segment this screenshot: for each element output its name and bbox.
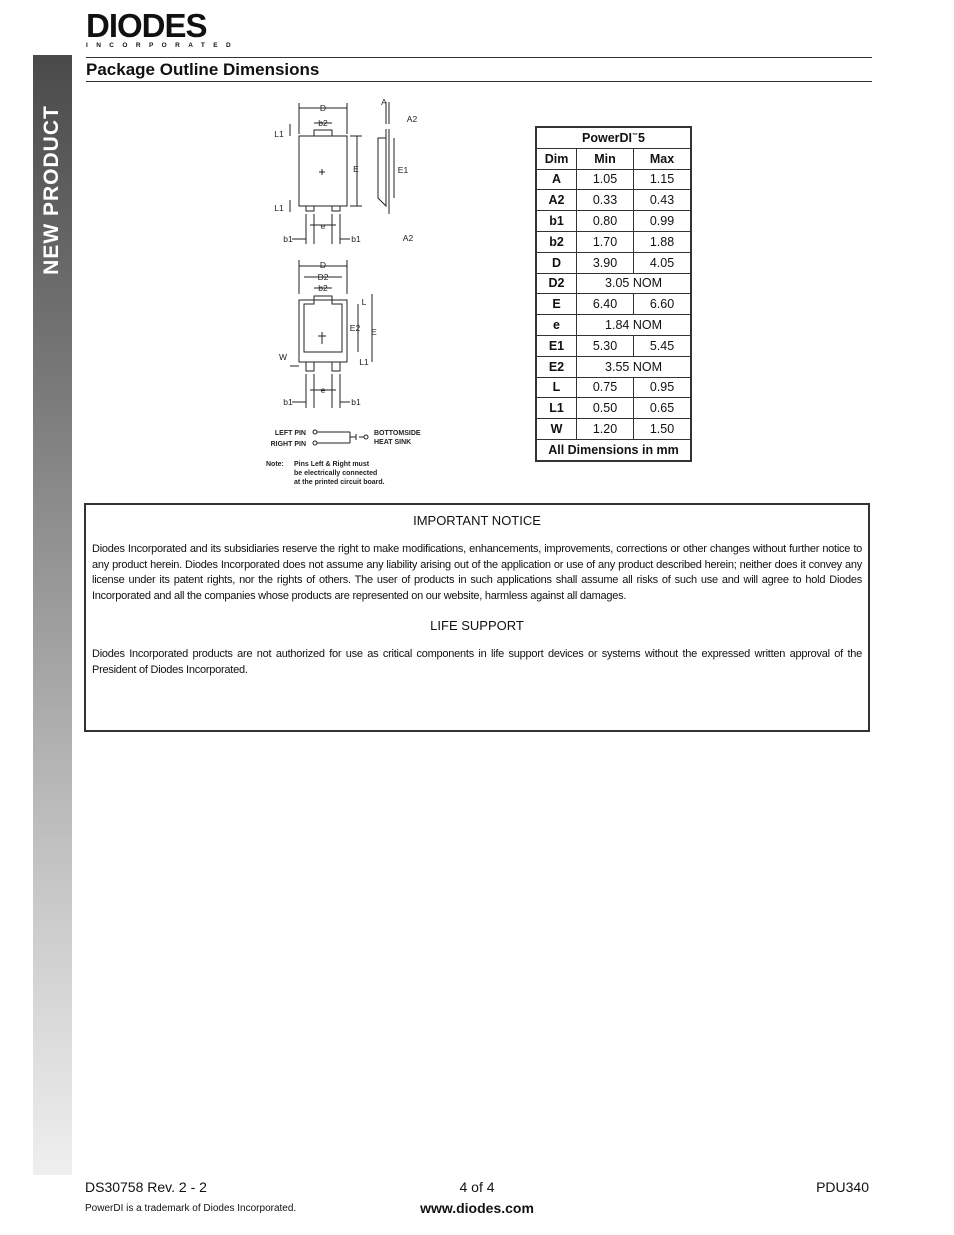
label-b1-left: b1 [283, 234, 293, 244]
label-D: D [319, 103, 327, 113]
dim-cell: A2 [536, 190, 577, 211]
label-E: E [353, 164, 359, 174]
max-cell: 1.15 [634, 169, 692, 190]
left-pin-node [313, 430, 317, 434]
note-line-2: be electrically connected [294, 470, 378, 477]
dim-cell: E2 [536, 356, 577, 377]
nom-cell: 3.05 NOM [577, 273, 692, 294]
right-pin [332, 206, 340, 211]
note-label: Note: [266, 461, 284, 468]
bottom-right-pin [332, 362, 340, 371]
side-view-body [378, 138, 386, 206]
header-max: Max [634, 148, 692, 169]
page-number: 4 of 4 [459, 1179, 495, 1195]
logo-wordmark: DIODES [86, 7, 207, 44]
table-row [536, 398, 691, 419]
right-pin-label: RIGHT PIN [270, 441, 306, 448]
table-footer-row [536, 439, 691, 460]
min-cell: 0.80 [577, 211, 634, 232]
table-row [536, 231, 691, 252]
notice-text: Diodes Incorporated and its subsidiaries reserve the right to make modifications, enhancements, improvements, corrections or other changes without further notice to any product herein. Diodes Incorporated does not assume any liability arising out of the application or use of any product described herein; neither does it convey any license under its patent rights, nor the rights of others. The user of products in such applications shall assume all risks of such use and will agree to hold Diodes Incorporated and all the companies whose products are represented on our website, harmless against all damages. [92, 543, 862, 602]
dim-cell: W [536, 419, 577, 440]
header-rule-bottom [86, 81, 872, 82]
table-row [536, 252, 691, 273]
diodes-logo [86, 8, 246, 53]
bottom-view-body [299, 300, 347, 362]
note-line-1: Pins Left & Right must [294, 461, 370, 468]
trademark-note: PowerDI is a trademark of Diodes Incorporated. [85, 1203, 297, 1214]
min-cell: 3.90 [577, 252, 634, 273]
label-b1-right: b1 [351, 234, 361, 244]
label-E-bottom: E [371, 327, 377, 337]
label-A2-bottom: A2 [402, 233, 414, 243]
notice-heading: IMPORTANT NOTICE [413, 513, 541, 528]
dim-cell: E1 [536, 335, 577, 356]
min-cell: 0.75 [577, 377, 634, 398]
label-L1-bottom: L1 [359, 357, 369, 367]
label-b1-bottom-left: b1 [283, 397, 293, 407]
max-cell: 0.43 [634, 190, 692, 211]
part-number: PDU340 [816, 1179, 869, 1195]
doc-number: DS30758 Rev. 2 - 2 [85, 1179, 207, 1195]
table-row [536, 377, 691, 398]
nom-cell: 1.84 NOM [577, 315, 692, 336]
label-L1-mid: L1 [274, 203, 284, 213]
label-E1: E1 [397, 165, 409, 175]
max-cell: 0.99 [634, 211, 692, 232]
dim-cell: b1 [536, 211, 577, 232]
dim-cell: D2 [536, 273, 577, 294]
min-cell: 5.30 [577, 335, 634, 356]
important-notice-box [84, 503, 870, 732]
right-pin-node [313, 441, 317, 445]
dim-cell: D [536, 252, 577, 273]
table-header-row [536, 148, 691, 169]
table-row [536, 356, 691, 377]
life-support-text: Diodes Incorporated products are not authorized for use as critical components in life support devices or systems without the expressed written approval of the President of Diodes Incorporated. [92, 648, 862, 676]
max-cell: 1.88 [634, 231, 692, 252]
min-cell: 1.70 [577, 231, 634, 252]
label-W: W [278, 352, 288, 362]
min-cell: 0.33 [577, 190, 634, 211]
label-A: A [381, 97, 387, 107]
max-cell: 0.95 [634, 377, 692, 398]
header-dim: Dim [536, 148, 577, 169]
table-title [536, 127, 691, 148]
label-E2: E2 [349, 323, 361, 333]
heat-sink-label-2: HEAT SINK [374, 439, 412, 446]
dim-cell: L [536, 377, 577, 398]
heat-sink-label-1: BOTTOMSIDE [374, 430, 421, 437]
top-view-body [299, 136, 347, 206]
table-title-text: PowerDI [582, 130, 633, 145]
label-D2: D2 [317, 272, 329, 282]
table-title-tm: ™ [632, 132, 639, 139]
min-cell: 6.40 [577, 294, 634, 315]
table-row [536, 335, 691, 356]
life-support-heading: LIFE SUPPORT [430, 618, 524, 634]
max-cell: 1.50 [634, 419, 692, 440]
max-cell: 6.60 [634, 294, 692, 315]
top-tab [314, 130, 332, 136]
table-footer: All Dimensions in mm [536, 439, 691, 460]
table-row [536, 169, 691, 190]
label-b2-bottom: b2 [318, 283, 328, 293]
note-line-3: at the printed circuit board. [294, 479, 385, 486]
dimensions-table [535, 126, 692, 462]
table-row [536, 294, 691, 315]
bottom-left-pin [306, 362, 314, 371]
left-pin [306, 206, 314, 211]
dim-cell: e [536, 315, 577, 336]
table-title-suffix: 5 [638, 130, 645, 145]
table-title-row [536, 127, 691, 148]
dim-cell: A [536, 169, 577, 190]
min-cell: 1.05 [577, 169, 634, 190]
max-cell: 4.05 [634, 252, 692, 273]
website-link[interactable]: www.diodes.com [420, 1200, 534, 1216]
logo-subtitle: INCORPORATED [86, 42, 240, 49]
min-cell: 0.50 [577, 398, 634, 419]
table-row [536, 273, 691, 294]
nom-cell: 3.55 NOM [577, 356, 692, 377]
left-pin-label: LEFT PIN [274, 430, 306, 437]
label-D-bottom: D [319, 260, 327, 270]
label-b2: b2 [318, 118, 328, 128]
dim-cell: E [536, 294, 577, 315]
table-row [536, 190, 691, 211]
label-L1-top: L1 [274, 129, 284, 139]
label-L: L [361, 297, 367, 307]
max-cell: 5.45 [634, 335, 692, 356]
label-b1-bottom-right: b1 [351, 397, 361, 407]
label-e: e [320, 221, 326, 231]
label-e-bottom: e [320, 385, 326, 395]
dim-cell: b2 [536, 231, 577, 252]
min-cell: 1.20 [577, 419, 634, 440]
header-rule-top [86, 57, 872, 58]
section-title: Package Outline Dimensions [86, 60, 320, 79]
dim-cell: L1 [536, 398, 577, 419]
package-outline-diagram [262, 94, 434, 490]
header-min: Min [577, 148, 634, 169]
label-A2-top: A2 [406, 114, 418, 124]
table-row [536, 419, 691, 440]
heat-sink-node [364, 435, 368, 439]
new-product-label: NEW PRODUCT [40, 105, 63, 275]
heat-sink-pad [304, 296, 342, 352]
table-row [536, 211, 691, 232]
max-cell: 0.65 [634, 398, 692, 419]
table-row [536, 315, 691, 336]
